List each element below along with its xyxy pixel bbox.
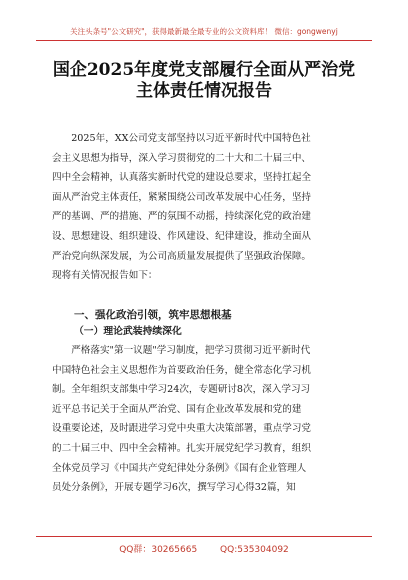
text-line: 中国特色社会主义思想作为首要政治任务，健全常态化学习机 xyxy=(52,364,312,376)
intro-paragraph xyxy=(52,129,360,286)
footer-qq-group: QQ群：30265665 xyxy=(119,545,198,555)
header-divider xyxy=(36,40,372,41)
section-paragraph xyxy=(52,341,360,498)
text-line: 严的基调、严的措施、严的氛围不动摇，持续深化党的政治建 xyxy=(52,211,312,223)
title-line-2: 主体责任情况报告 xyxy=(136,81,272,101)
text-line: 严治党向纵深发展，为公司高质量发展提供了坚强政治保障。 xyxy=(52,250,312,262)
text-line: 近平总书记关于全面从严治党、国有企业改革发展和党的建 xyxy=(52,403,302,415)
text-line: 员处分条例》，开展专题学习6次，撰写学习心得32篇，知 xyxy=(52,482,296,494)
text-line: 四中全会精神，认真落实新时代党的建设总要求，坚持扛起全 xyxy=(52,172,312,184)
header-banner: 关注头条号"公文研究"，获得最新最全最专业的公文资料库！ 微信：gongwenyj xyxy=(70,27,338,36)
footer-divider xyxy=(36,536,372,537)
footer-qq: QQ:535304092 xyxy=(220,545,289,555)
document-title xyxy=(0,60,408,102)
text-line: 设、思想建设、组织建设、作风建设、纪律建设，推动全面从 xyxy=(52,230,312,242)
text-line: 严格落实"第一议题"学习制度，把学习贯彻习近平新时代 xyxy=(71,345,311,356)
text-line: 的二十届三中、四中全会精神。扎实开展党纪学习教育，组织 xyxy=(52,442,312,454)
text-line: 会主义思想为指导，深入学习贯彻党的二十大和二十届三中、 xyxy=(52,152,312,164)
text-line: 设重要论述，及时跟进学习党中央重大决策部署，重点学习党 xyxy=(52,423,312,435)
text-line: 面从严治党主体责任，紧紧围绕公司改革发展中心任务，坚持 xyxy=(52,191,312,203)
subsection-heading: （一）理论武装持续深化 xyxy=(74,326,182,337)
text-line: 现将有关情况报告如下： xyxy=(52,270,158,282)
text-line: 制。全年组织支部集中学习24次，专题研讨8次，深入学习习 xyxy=(52,384,311,396)
text-line: 2025年，XX公司党支部坚持以习近平新时代中国特色社 xyxy=(71,133,311,144)
footer xyxy=(0,542,408,555)
section-heading: 一、强化政治引领，筑牢思想根基 xyxy=(74,309,232,321)
text-line: 全体党员学习《中国共产党纪律处分条例》《国有企业管理人 xyxy=(52,462,307,474)
title-line-1: 国企2025年度党支部履行全面从严治党 xyxy=(52,60,356,80)
